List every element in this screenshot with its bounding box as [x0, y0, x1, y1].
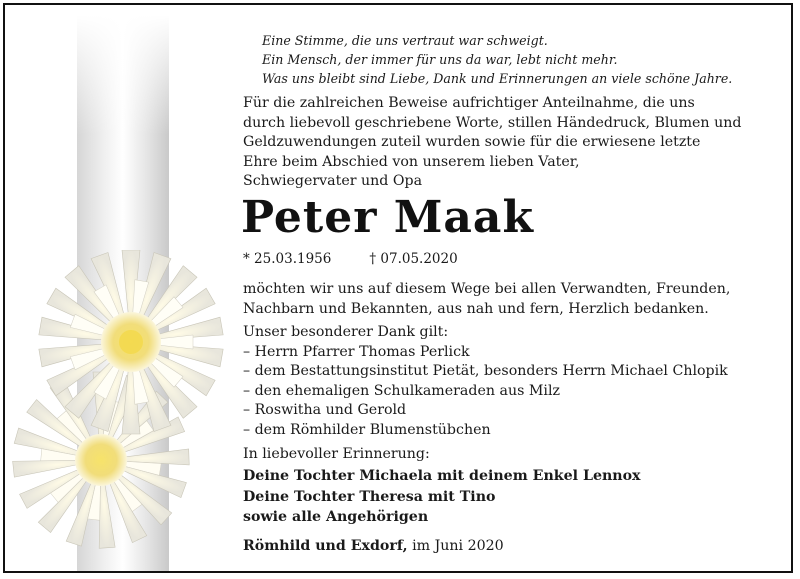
- memory-heading: In liebevoller Erinnerung:: [243, 446, 430, 462]
- special-thanks-list: [243, 323, 728, 441]
- list-item: – Roswitha und Gerold: [243, 402, 407, 419]
- flower-upper: [39, 250, 223, 434]
- stripe-fade: [77, 15, 169, 135]
- place-and-date: [243, 538, 504, 554]
- intro-line: Ehre beim Abschied von unserem lieben Vater,: [243, 153, 580, 170]
- list-item: – dem Bestattungsinstitut Pietät, besonders Herrn Michael Chlopik: [243, 363, 728, 380]
- intro-line: durch liebevoll geschriebene Worte, stillen Händedruck, Blumen und: [243, 114, 742, 131]
- intro-text: [243, 94, 741, 192]
- list-item: – den ehemaligen Schulkameraden aus Milz: [243, 382, 560, 399]
- intro-line: Für die zahlreichen Beweise aufrichtiger Anteilnahme, die uns: [243, 95, 695, 111]
- family-line: Deine Tochter Michaela mit deinem Enkel Lennox: [243, 468, 641, 484]
- obituary-notice: [3, 3, 793, 573]
- special-thanks-heading: Unser besonderer Dank gilt:: [243, 324, 449, 340]
- family-line: Deine Tochter Theresa mit Tino: [243, 488, 496, 505]
- dahlia-flower-image: [9, 250, 239, 570]
- intro-line: Geldzuwendungen zuteil wurden sowie für die erwiesene letzte: [243, 134, 701, 151]
- place-date: im Juni 2020: [412, 538, 504, 554]
- deceased-name: Peter Maak: [241, 192, 534, 243]
- poem-line: Was uns bleibt sind Liebe, Dank und Erinnerungen an viele schöne Jahre.: [262, 71, 733, 86]
- thanks-line: Nachbarn und Bekannten, aus nah und fern, Herzlich bedanken.: [243, 300, 709, 317]
- death-date: † 07.05.2020: [369, 251, 458, 267]
- thanks-text: [243, 280, 730, 319]
- life-dates: [243, 251, 458, 267]
- family-signatures: [243, 466, 641, 528]
- list-item: – Herrn Pfarrer Thomas Perlick: [243, 343, 470, 360]
- list-item: – dem Römhilder Blumenstübchen: [243, 421, 491, 438]
- thanks-line: möchten wir uns auf diesem Wege bei allen Verwandten, Freunden,: [243, 281, 731, 297]
- place-location: Römhild und Exdorf,: [243, 538, 408, 554]
- poem: [262, 31, 732, 88]
- poem-line: Eine Stimme, die uns vertraut war schweigt.: [262, 33, 548, 48]
- intro-line: Schwiegervater und Opa: [243, 173, 423, 190]
- family-line: sowie alle Angehörigen: [243, 509, 429, 525]
- flower-lower: [13, 372, 190, 548]
- poem-line: Ein Mensch, der immer für uns da war, lebt nicht mehr.: [262, 52, 618, 67]
- birth-date: * 25.03.1956: [243, 251, 332, 267]
